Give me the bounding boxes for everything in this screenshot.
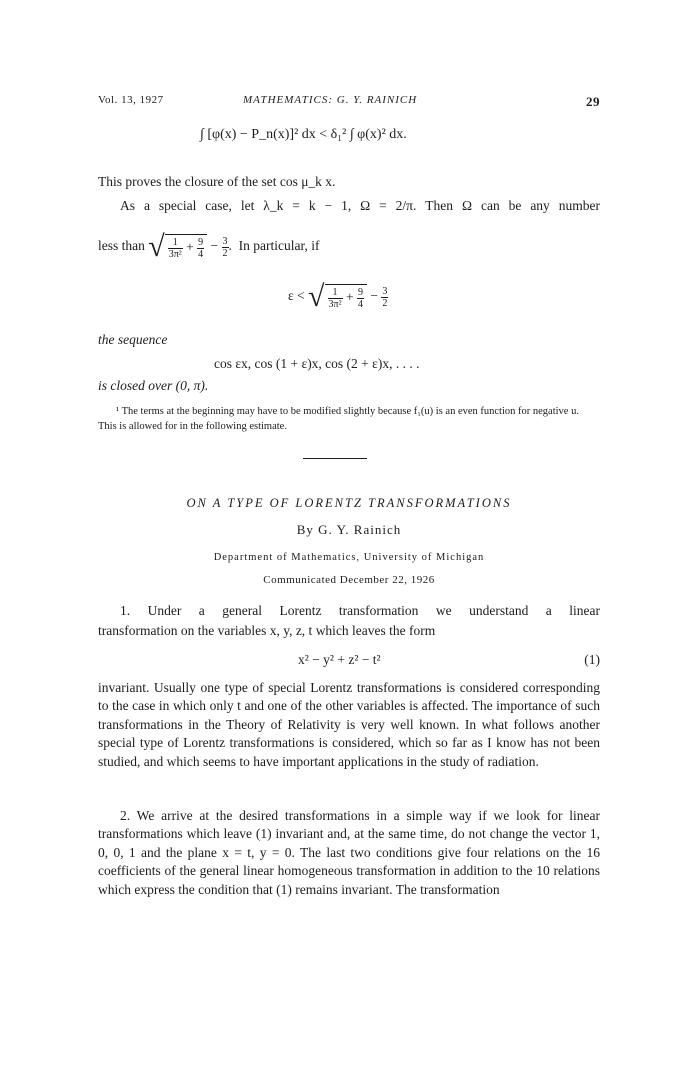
special-case-line: As a special case, let λ_k = k − 1, Ω = 2/π. Then Ω can be any number	[120, 198, 600, 213]
paragraph-2	[98, 807, 600, 899]
author-affiliation: Department of Mathematics, University of Michigan	[213, 552, 485, 563]
closure-line: This proves the closure of the set cos μ_k x.	[98, 174, 336, 189]
running-title: MATHEMATICS: G. Y. RAINICH	[243, 94, 418, 106]
paragraph-1-line-2: transformation on the variables x, y, z, t which leaves the form	[98, 623, 436, 638]
page-number: 29	[586, 94, 600, 109]
section-divider	[303, 458, 367, 459]
equation-1: x² − y² + z² − t²	[298, 652, 381, 667]
paragraph-1-continued	[98, 679, 600, 771]
is-closed-line: is closed over (0, π).	[98, 378, 209, 393]
epsilon-condition: ε < √ $\frac{1}{\text{3π²}}$ + $\frac{9}{4}$ − $\frac{3}{2}$	[288, 280, 388, 313]
display-equation-text: ∫ [φ(x) − P_n(x)]² dx < δ₁² ∫ φ(x)² dx.	[200, 127, 407, 142]
paragraph-2-text: 2. We arrive at the desired transformations in a simple way if we look for linear transformations which leave (1) invariant and, at the same time, do not change the vector 1, 0, 0, 1 and the plane x = t, y = 0. The last two conditions give four relations on the 16 coefficients of the general linear homogeneous transformation in addition to the 10 relations which express the condition that (1) remains invariant. The transformation	[98, 808, 600, 897]
in-particular: In particular, if	[238, 238, 320, 254]
the-sequence-label: the sequence	[98, 332, 168, 347]
paragraph-1-continued-text: invariant. Usually one type of special Lorentz transformations is considered corresponding to the case in which only t and one of the other variables is affected. The importance of such transformations in the Theory of Relativity is very well known. In what follows another special type of Lorentz transformations is considered, which so far as I know has not been studied, and which seems to have important applications in the study of radiation.	[98, 680, 600, 769]
radical-expression-1: √ $\frac{1}{\text{3π²}}$ + $\frac{9}{4}$	[148, 230, 207, 264]
volume-year: Vol. 13, 1927	[98, 94, 164, 106]
article-author: By G. Y. Rainich	[296, 522, 402, 537]
paragraph-1-line-1: 1. Under a general Lorentz transformation we understand a linear	[120, 603, 600, 618]
article-title: ON A TYPE OF LORENTZ TRANSFORMATIONS	[186, 496, 512, 510]
communicated-date: Communicated December 22, 1926	[263, 574, 435, 586]
radical-expression-2: √ $\frac{1}{\text{3π²}}$ + $\frac{9}{4}$	[308, 280, 367, 314]
sequence-expression: cos εx, cos (1 + ε)x, cos (2 + ε)x, . . . .	[214, 356, 420, 371]
running-header	[98, 94, 600, 112]
equation-1-number: (1)	[584, 652, 600, 667]
display-equation	[200, 127, 407, 143]
footnote: ¹ The terms at the beginning may have to be modified slightly because f₁(u) is an even function for negative u. This is allowed for in the following estimate.	[98, 406, 579, 432]
less-than-line: less than √ $\frac{1}{\text{3π²}}$ + $\frac{9}{4}$ − $\frac{3}{2}$ . In particular, if	[98, 230, 320, 263]
less-than-prefix: less than	[98, 238, 145, 254]
